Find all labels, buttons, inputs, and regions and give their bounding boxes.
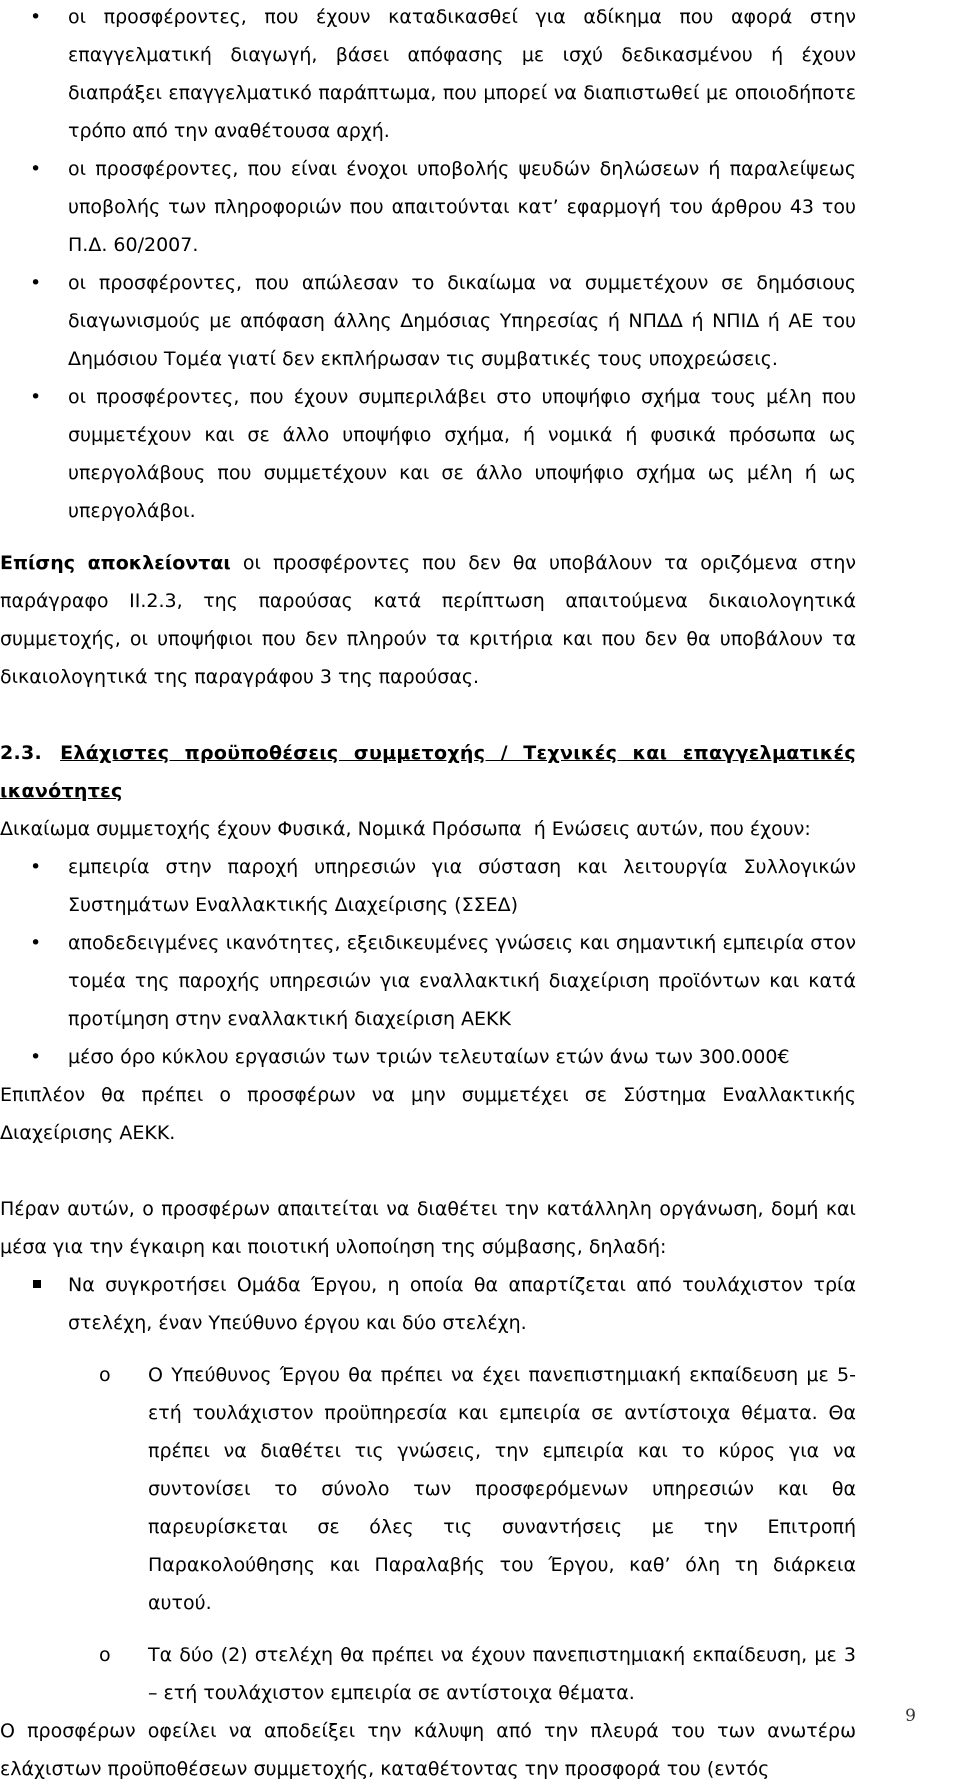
circle-bullet-icon: o [99,1644,111,1666]
staff-requirement-item [0,1356,960,1622]
bullet-icon: • [30,6,42,28]
exclusion-text: οι προσφέροντες, που είναι ένοχοι υποβολής ψευδών δηλώσεων ή παραλείψεως υποβολής των πληροφοριών που απαιτούνται κατ’ εφαρμογή του άρθρου 43 του Π.Δ. 60/2007. [68,158,856,256]
eligibility-text: αποδεδειγμένες ικανότητες, εξειδικευμένες γνώσεις και σημαντική εμπειρία στον τομέα της παροχής υπηρεσιών για εναλλακτική διαχείριση προϊόντων και κατά προτίμηση στην εναλλακτική διαχείριση ΑΕΚΚ [68,932,856,1030]
exclusion-text: οι προσφέροντες, που έχουν καταδικασθεί για αδίκημα που αφορά στην επαγγελματική διαγωγή, βάσει απόφασης με ισχύ δεδικασμένου ή έχουν διαπράξει επαγγελματικό παράπτωμα, που μπορεί να διαπιστωθεί με οποιοδήποτε τρόπο από την αναθέτουσα αρχή. [68,6,856,142]
eligibility-list-item [0,848,960,924]
eligibility-intro: Δικαίωμα συμμετοχής έχουν Φυσικά, Νομικά Πρόσωπα ή Ενώσεις αυτών, που έχουν: [0,818,811,840]
bullet-icon: • [30,932,42,954]
eligibility-list-item [0,1038,960,1076]
staff-requirement-item [0,1636,960,1712]
bullet-icon: • [30,1046,42,1068]
staff-requirement-text: Τα δύο (2) στελέχη θα πρέπει να έχουν πανεπιστημιακή εκπαίδευση, με 3 – ετή τουλάχιστον εμπειρία σε αντίστοιχα θέματα. [148,1644,856,1704]
section-title: Ελάχιστες προϋποθέσεις συμμετοχής / Τεχνικές και επαγγελματικές ικανότητες [0,742,856,802]
staff-requirement-text: Ο Υπεύθυνος Έργου θα πρέπει να έχει πανεπιστημιακή εκπαίδευση με 5-ετή τουλάχιστον προϋπηρεσία και εμπειρία σε αντίστοιχα θέματα. Θα πρέπει να διαθέτει τις γνώσεις, την εμπειρία και το κύρος για να συντονίσει το σύνολο των προσφερόμενων υπηρεσιών και θα παρευρίσκεται σε όλες τις συναντήσεις με την Επιτροπή Παρακολούθησης και Παραλαβής του Έργου, καθ’ όλη τη διάρκεια αυτού. [148,1364,856,1614]
eligibility-list-item [0,924,960,1038]
exclusion-paragraph [0,544,960,696]
page-number: 9 [905,1706,916,1726]
section-number: 2.3. [0,742,43,764]
section-heading [0,734,960,810]
square-bullet-icon [33,1266,53,1304]
bullet-icon: • [30,386,42,408]
exclusion-list-item [0,150,960,264]
circle-bullet-icon: o [99,1364,111,1386]
team-requirement-item [0,1266,960,1342]
eligibility-text: μέσο όρο κύκλου εργασιών των τριών τελευταίων ετών άνω των 300.000€ [68,1046,790,1068]
organization-intro: Πέραν αυτών, ο προσφέρων απαιτείται να διαθέτει την κατάλληλη οργάνωση, δομή και μέσα για την έγκαιρη και ποιοτική υλοποίηση της σύμβασης, δηλαδή: [0,1198,856,1258]
additional-requirement: Επιπλέον θα πρέπει ο προσφέρων να μην συμμετέχει σε Σύστημα Εναλλακτικής Διαχείρισης ΑΕΚΚ. [0,1084,856,1144]
bullet-icon: • [30,856,42,878]
exclusion-rest: οι προσφέροντες που δεν θα υποβάλουν τα οριζόμενα στην παράγραφο ΙΙ.2.3, της παρούσας κατά περίπτωση απαιτούμενα δικαιολογητικά συμμετοχής, οι υποψήφιοι που δεν πληρούν τα κριτήρια και που δεν θα υποβάλουν τα δικαιολογητικά της παραγράφου 3 της παρούσας. [0,552,857,688]
exclusion-text: οι προσφέροντες, που έχουν συμπεριλάβει στο υποψήφιο σχήμα τους μέλη που συμμετέχουν και σε άλλο υποψήφιο σχήμα, ή νομικά ή φυσικά πρόσωπα ως υπεργολάβους που συμμετέχουν και σε άλλο υποψήφιο σχήμα ως μέλη ή ως υπεργολάβοι. [68,386,856,522]
exclusion-list-item [0,0,960,150]
team-requirement-text: Να συγκροτήσει Ομάδα Έργου, η οποία θα απαρτίζεται από τουλάχιστον τρία στελέχη, έναν Υπεύθυνο έργου και δύο στελέχη. [68,1274,856,1334]
eligibility-text: εμπειρία στην παροχή υπηρεσιών για σύσταση και λειτουργία Συλλογικών Συστημάτων Εναλλακτικής Διαχείρισης (ΣΣΕΔ) [68,856,856,916]
exclusion-text: οι προσφέροντες, που απώλεσαν το δικαίωμα να συμμετέχουν σε δημόσιους διαγωνισμούς με απόφαση άλλης Δημόσιας Υπηρεσίας ή ΝΠΔΔ ή ΝΠΙΔ ή ΑΕ του Δημόσιου Τομέα γιατί δεν εκπλήρωσαν τις συμβατικές τους υποχρεώσεις. [68,272,856,370]
exclusion-list-item [0,264,960,378]
exclusion-list-item [0,378,960,530]
bullet-icon: • [30,158,42,180]
exclusion-lead: Επίσης αποκλείονται [0,552,231,574]
bullet-icon: • [30,272,42,294]
closing-paragraph: Ο προσφέρων οφείλει να αποδείξει την κάλυψη από την πλευρά του των ανωτέρω ελάχιστων προϋποθέσεων συμμετοχής, καταθέτοντας την προσφορά του (εντός [0,1720,856,1780]
